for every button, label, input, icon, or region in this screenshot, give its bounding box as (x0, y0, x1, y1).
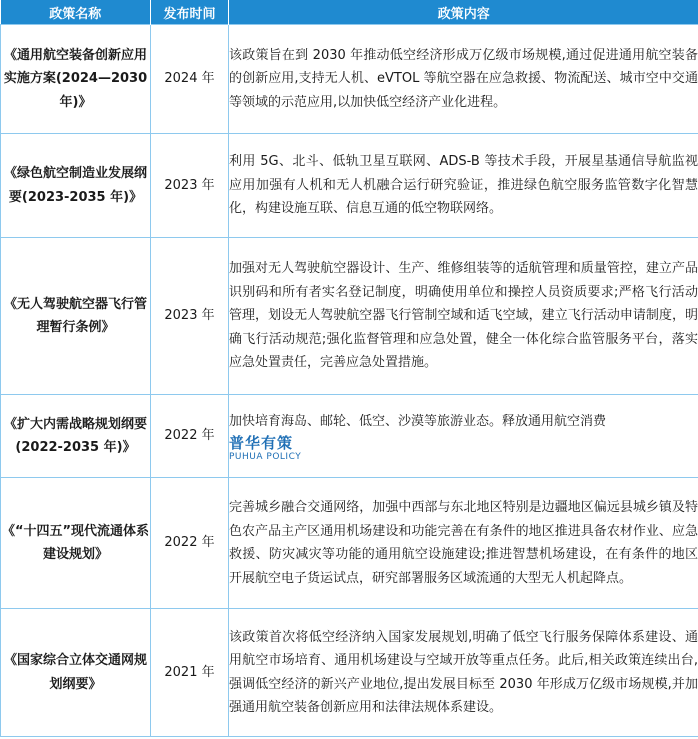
table-row (1, 395, 698, 478)
policy-content (229, 395, 698, 478)
policy-year: 2023 年 (151, 134, 229, 238)
policy-name: 《扩大内需战略规划纲要(2022-2035 年)》 (1, 395, 151, 478)
policy-content: 完善城乡融合交通网络，加强中西部与东北地区特别是边疆地区偏远县城乡镇及特色农产品主产区通用机场建设和功能完善在有条件的地区推进具备农材作业、应急救援、防灾减灾等功能的通用航空设施建设;推进智慧机场建设，在有条件的地区开展航空电子货运试点，研究部署服务区域流通的大型无人机起降点。 (229, 478, 698, 609)
policy-content: 该政策旨在到 2030 年推动低空经济形成万亿级市场规模,通过促进通用航空装备的创新应用,支持无人机、eVTOL 等航空器在应急救援、物流配送、城市空中交通等领域的示范应用,以加快低空经济产业化进程。 (229, 25, 698, 134)
table-row (1, 238, 698, 395)
policy-name: 《无人驾驶航空器飞行管理暂行条例》 (1, 238, 151, 395)
table-row (1, 609, 698, 737)
policy-year: 2024 年 (151, 25, 229, 134)
header-policy-content: 政策内容 (229, 0, 698, 25)
watermark-logo (229, 433, 698, 462)
table-row (1, 25, 698, 134)
watermark-logo-en: PUHUA POLICY (229, 451, 302, 462)
watermark-logo-cn: 普华有策 (229, 433, 294, 452)
policy-content-text: 加快培育海岛、邮轮、低空、沙漠等旅游业态。释放通用航空消费 (229, 414, 607, 430)
policy-year: 2023 年 (151, 238, 229, 395)
header-release-date: 发布时间 (151, 0, 229, 25)
table-row (1, 478, 698, 609)
policy-year: 2022 年 (151, 395, 229, 478)
table-row (1, 134, 698, 238)
policy-name: 《国家综合立体交通网规划纲要》 (1, 609, 151, 737)
policy-year: 2021 年 (151, 609, 229, 737)
policy-name: 《“十四五”现代流通体系建设规划》 (1, 478, 151, 609)
policy-name: 《通用航空装备创新应用实施方案(2024—2030年)》 (1, 25, 151, 134)
policy-content: 利用 5G、北斗、低轨卫星互联网、ADS-B 等技术手段，开展星基通信导航监视应用加强有人机和无人机融合运行研究验证，推进绿色航空服务监管数字化智慧化，构建设施互联、信息互通的低空物联网络。 (229, 134, 698, 238)
policy-content: 该政策首次将低空经济纳入国家发展规划,明确了低空飞行服务保障体系建设、通用航空市场培育、通用机场建设与空域开放等重点任务。此后,相关政策连续出台,强调低空经济的新兴产业地位,提出发展目标至 2030 年形成万亿级市场规模,并加强通用航空装备创新应用和法律法规体系建设。 (229, 609, 698, 737)
header-policy-name: 政策名称 (1, 0, 151, 25)
policy-content: 加强对无人驾驶航空器设计、生产、维修组装等的适航管理和质量管控，建立产品识别码和所有者实名登记制度，明确使用单位和操控人员资质要求;严格飞行活动管理，划设无人驾驶航空器飞行管制空域和适飞空域，建立飞行活动申请制度，明确飞行活动规范;强化监督管理和应急处置，健全一体化综合监管服务平台，落实应急处置责任，完善应急处置措施。 (229, 238, 698, 395)
table-header-row (1, 0, 698, 25)
policy-year: 2022 年 (151, 478, 229, 609)
policy-name: 《绿色航空制造业发展纲要(2023-2035 年)》 (1, 134, 151, 238)
